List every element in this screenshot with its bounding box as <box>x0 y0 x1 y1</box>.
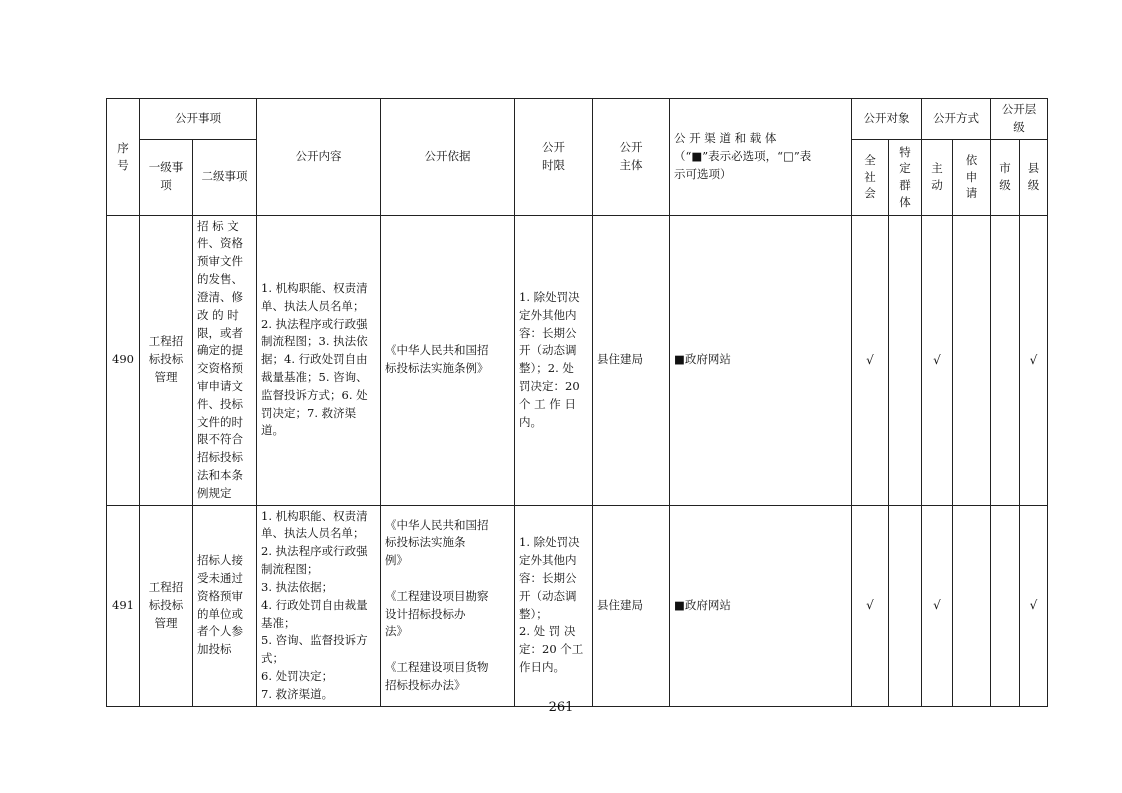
header-basis: 公开依据 <box>381 99 515 216</box>
header-matter: 公开事项 <box>140 99 257 140</box>
header-audience-specific: 特 定 群 体 <box>889 139 922 215</box>
row-seq: 491 <box>107 505 140 706</box>
header-audience-all: 全 社 会 <box>852 139 889 215</box>
row-level-city <box>991 215 1020 505</box>
header-level: 公开层 级 <box>991 99 1048 140</box>
row-subject: 县住建局 <box>593 215 670 505</box>
table-row <box>107 215 1048 505</box>
disclosure-table <box>106 98 1048 707</box>
header-level-city: 市 级 <box>991 139 1020 215</box>
row-basis: 《中华人民共和国招 标投标法实施条 例》 《工程建设项目勘察 设计招标投标办 法》 《工程建设项目货物 招标投标办法》 <box>381 505 515 706</box>
header-level-county: 县 级 <box>1020 139 1048 215</box>
row-channel: ■政府网站 <box>670 505 852 706</box>
row-level2: 招 标 文 件、资格 预审文件 的发售、 澄清、修 改 的 时 限，或者 确定的提 交资格预 审申请文 件、投标 文件的时 限不符合 招标投标 法和本条 例规定 <box>193 215 257 505</box>
row-time-limit: 1. 除处罚决 定外其他内 容：长期公 开（动态调 整）；2. 处 罚决定：20 个 工 作 日 内。 <box>515 215 593 505</box>
header-time-limit: 公开 时限 <box>515 99 593 216</box>
header-level1: 一级事 项 <box>140 139 193 215</box>
row-basis: 《中华人民共和国招 标投标法实施条例》 <box>381 215 515 505</box>
row-method-request <box>953 505 991 706</box>
row-content: 1. 机构职能、权责清 单、执法人员名单； 2. 执法程序或行政强 制流程图； 3. 执法依据； 4. 行政处罚自由裁量 基准； 5. 咨询、监督投诉方 式； 6. 处罚决定； 7. 救济渠道。 <box>257 505 381 706</box>
row-audience-all: √ <box>852 215 889 505</box>
row-subject: 县住建局 <box>593 505 670 706</box>
row-channel: ■政府网站 <box>670 215 852 505</box>
row-time-limit: 1. 除处罚决 定外其他内 容：长期公 开（动态调 整）； 2. 处 罚 决 定：20 个工 作日内。 <box>515 505 593 706</box>
row-method-active: √ <box>922 505 953 706</box>
row-level-county: √ <box>1020 505 1048 706</box>
table-row <box>107 505 1048 706</box>
row-method-request <box>953 215 991 505</box>
header-method-active: 主 动 <box>922 139 953 215</box>
header-seq: 序 号 <box>107 99 140 216</box>
row-method-active: √ <box>922 215 953 505</box>
header-level2: 二级事项 <box>193 139 257 215</box>
header-content: 公开内容 <box>257 99 381 216</box>
header-method-request: 依 申 请 <box>953 139 991 215</box>
header-method: 公开方式 <box>922 99 991 140</box>
row-audience-all: √ <box>852 505 889 706</box>
page-number: 261 <box>548 700 574 715</box>
row-level2: 招标人接 受未通过 资格预审 的单位或 者个人参 加投标 <box>193 505 257 706</box>
header-audience: 公开对象 <box>852 99 922 140</box>
row-level-county: √ <box>1020 215 1048 505</box>
header-subject: 公开 主体 <box>593 99 670 216</box>
header-channel: 公 开 渠 道 和 载 体 （“■”表示必选项，“□”表 示可选项） <box>670 99 852 216</box>
row-level1: 工程招 标投标 管理 <box>140 215 193 505</box>
row-audience-specific <box>889 505 922 706</box>
row-audience-specific <box>889 215 922 505</box>
row-seq: 490 <box>107 215 140 505</box>
row-content: 1. 机构职能、权责清 单、执法人员名单； 2. 执法程序或行政强 制流程图；3. 执法依 据；4. 行政处罚自由 裁量基准；5. 咨询、 监督投诉方式；6. 处 罚决定；7. 救济渠道。 <box>257 215 381 505</box>
row-level1: 工程招 标投标 管理 <box>140 505 193 706</box>
row-level-city <box>991 505 1020 706</box>
